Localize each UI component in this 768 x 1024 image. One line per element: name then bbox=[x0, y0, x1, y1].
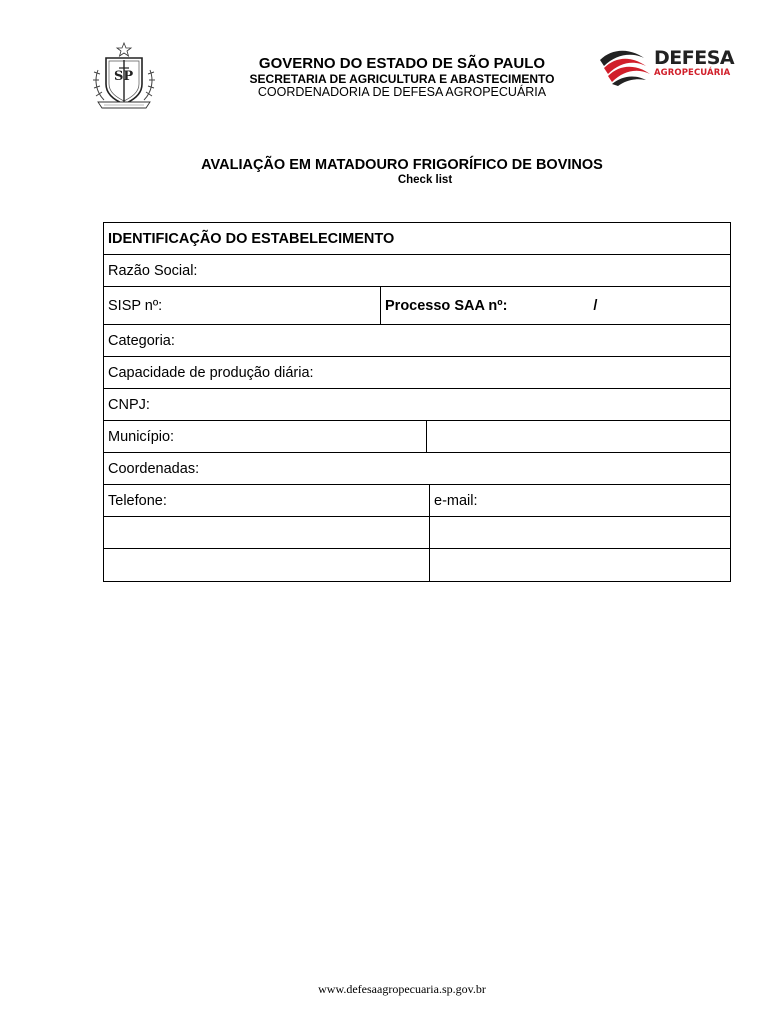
cnpj-field[interactable]: CNPJ: bbox=[108, 396, 150, 413]
table-row bbox=[104, 389, 730, 421]
blank-cell[interactable] bbox=[104, 517, 429, 548]
document-subtitle: Check list bbox=[397, 174, 453, 186]
processo-saa-field[interactable] bbox=[380, 287, 730, 324]
razao-social-field[interactable]: Razão Social: bbox=[108, 262, 198, 279]
seal-letters: SP bbox=[114, 69, 134, 84]
capacidade-field[interactable]: Capacidade de produção diária: bbox=[108, 364, 314, 381]
section-heading: IDENTIFICAÇÃO DO ESTABELECIMENTO bbox=[108, 230, 395, 247]
categoria-field[interactable]: Categoria: bbox=[108, 332, 175, 349]
email-field[interactable]: e-mail: bbox=[429, 485, 730, 516]
telefone-field[interactable]: Telefone: bbox=[108, 492, 167, 509]
table-row bbox=[104, 453, 730, 485]
table-row bbox=[104, 421, 730, 453]
sisp-field[interactable]: SISP nº: bbox=[108, 297, 163, 314]
municipio-extra-field[interactable] bbox=[426, 421, 730, 452]
identification-table bbox=[103, 222, 731, 582]
sao-paulo-state-seal bbox=[90, 40, 158, 112]
coordenadas-field[interactable]: Coordenadas: bbox=[108, 460, 200, 477]
secretariat-title: SECRETARIA DE AGRICULTURA E ABASTECIMENTO bbox=[249, 71, 555, 86]
table-row bbox=[104, 357, 730, 389]
table-row bbox=[104, 485, 730, 517]
defesa-swoosh-icon bbox=[598, 46, 652, 86]
blank-cell[interactable] bbox=[429, 517, 730, 548]
table-row bbox=[104, 549, 730, 581]
header-titles bbox=[200, 56, 604, 99]
blank-cell[interactable] bbox=[104, 549, 429, 581]
table-row bbox=[104, 255, 730, 287]
government-title: GOVERNO DO ESTADO DE SÃO PAULO bbox=[258, 55, 546, 72]
processo-saa-label: Processo SAA nº: bbox=[385, 297, 508, 314]
table-row bbox=[104, 325, 730, 357]
blank-cell[interactable] bbox=[429, 549, 730, 581]
logo-word: DEFESA bbox=[654, 47, 735, 69]
defesa-agropecuaria-logo bbox=[598, 46, 735, 86]
table-row bbox=[104, 287, 730, 325]
processo-separator: / bbox=[593, 297, 598, 314]
footer-url[interactable]: www.defesaagropecuaria.sp.gov.br bbox=[318, 982, 486, 996]
table-row bbox=[104, 223, 730, 255]
table-row bbox=[104, 517, 730, 549]
logo-subword: AGROPECUÁRIA bbox=[654, 68, 731, 78]
coordination-title: COORDENADORIA DE DEFESA AGROPECUÁRIA bbox=[257, 84, 547, 99]
municipio-field[interactable]: Município: bbox=[108, 428, 175, 445]
document-title: AVALIAÇÃO EM MATADOURO FRIGORÍFICO DE BOVINOS bbox=[201, 157, 603, 173]
